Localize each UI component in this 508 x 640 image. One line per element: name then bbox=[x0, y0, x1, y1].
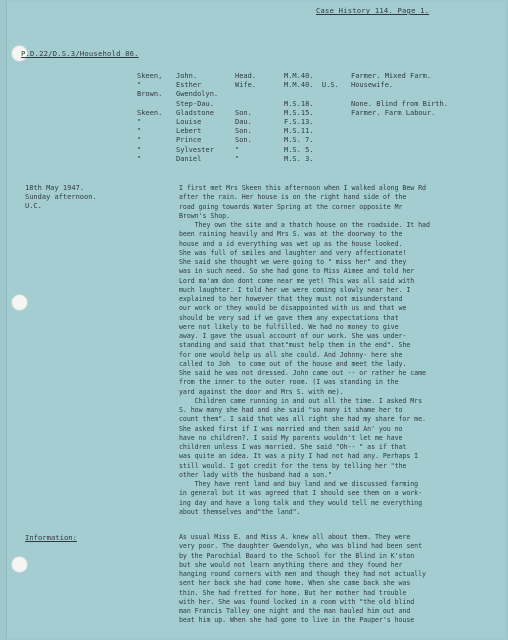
household-cell bbox=[351, 146, 451, 155]
household-reference: P.D.22/D.S.3/Household 86. bbox=[21, 49, 139, 58]
text-line: in general but it was agreed that I should see them on a work- bbox=[179, 489, 423, 498]
text-line: Lord ma'am don dont come near me yet! This was all said with bbox=[179, 276, 415, 285]
household-cell: M.M.40. bbox=[284, 72, 314, 80]
household-row bbox=[137, 72, 451, 81]
text-line: standing and said that that"must help them in the end". She bbox=[179, 341, 411, 350]
text-line: Children came running in and out all the time. I asked Mrs bbox=[179, 396, 423, 405]
text-line: was quite an idea. It was a pity I had not had any. Perhaps I bbox=[179, 452, 419, 461]
household-cell: M.S.18. bbox=[284, 99, 314, 108]
household-row bbox=[137, 81, 451, 90]
household-cell: " bbox=[137, 154, 142, 163]
household-cell: Son. bbox=[235, 108, 252, 117]
text-line: hanging round corners with men and though they had not actually bbox=[179, 570, 426, 578]
household-row bbox=[137, 109, 451, 118]
text-line: very poor. The daughter Gwendolyn, who was blind had been sent bbox=[179, 542, 423, 551]
household-cell: Dau. bbox=[235, 118, 252, 127]
household-row bbox=[137, 136, 451, 145]
text-line: I first met Mrs Skeen this afternoon when I walked along Bew Rd bbox=[179, 184, 426, 192]
text-line: explained to her however that they must not misunderstand bbox=[179, 295, 403, 303]
entry-narrative bbox=[179, 184, 497, 517]
household-cell: M.S. 3. bbox=[284, 154, 314, 163]
text-line: S. how many she had and she said "so many it shame her to bbox=[179, 406, 403, 414]
household-cell: None. Blind from Birth. bbox=[351, 99, 448, 108]
household-table bbox=[137, 72, 451, 164]
text-line: She asked first if I was married and then said An' you no bbox=[179, 424, 403, 433]
household-cell: Gladstone bbox=[176, 108, 214, 117]
household-cell: F.S.13. bbox=[284, 118, 314, 127]
household-cell: " bbox=[235, 154, 240, 163]
household-cell: Lebert bbox=[176, 127, 202, 136]
household-cell: Son. bbox=[235, 136, 252, 145]
household-row bbox=[137, 90, 451, 99]
punch-hole bbox=[11, 294, 28, 311]
household-cell: John. bbox=[176, 72, 198, 80]
household-cell: Esther bbox=[176, 81, 202, 90]
household-cell: M.S.15. bbox=[284, 108, 314, 117]
household-cell: Farmer. Mixed Farm. bbox=[351, 72, 432, 80]
household-cell bbox=[235, 90, 284, 99]
entry-date bbox=[25, 184, 97, 212]
text-line: thin. She had fretted for home. But her mother had trouble bbox=[179, 588, 407, 597]
information-text bbox=[179, 533, 497, 626]
household-cell: Brown. bbox=[137, 90, 163, 99]
text-line: She said she thought we were going to " miss her" and they bbox=[179, 258, 407, 266]
household-cell: M.S.11. bbox=[284, 127, 314, 136]
text-line: but she would not learn anything there and they found her bbox=[179, 560, 403, 569]
text-line: have no children?. I said My parents wouldn't let me have bbox=[179, 433, 403, 442]
household-cell: " bbox=[137, 81, 142, 90]
household-cell: Skeen, bbox=[137, 72, 163, 80]
text-line: Brown's Shop. bbox=[179, 211, 230, 220]
household-cell: Skeen. bbox=[137, 108, 163, 117]
household-cell bbox=[351, 155, 451, 164]
household-cell: M.M.40. U.S. bbox=[284, 81, 339, 90]
text-line: our work or they would be disappointed with us and that we bbox=[179, 304, 407, 313]
household-cell: Wife. bbox=[235, 81, 257, 90]
text-line: after the rain. Her house is on the right hand side of the bbox=[179, 193, 407, 202]
text-line: Sunday afternoon. bbox=[25, 193, 97, 202]
household-cell: Sylvester bbox=[176, 145, 214, 154]
household-row bbox=[137, 118, 451, 127]
text-line: about themselves and"the land". bbox=[179, 507, 301, 516]
text-line: She was full of smiles and laughter and very affectionate! bbox=[179, 248, 407, 257]
text-line: sent her back she had come home. When she came back she was bbox=[179, 579, 411, 588]
text-line: much laughter. I told her we were coming slowly near her. I bbox=[179, 285, 411, 294]
household-cell bbox=[235, 100, 284, 109]
text-line: by the Parochial Board to the School for the Blind in K'ston bbox=[179, 551, 415, 560]
household-cell: " bbox=[137, 136, 142, 145]
text-line: count them". I said that was all right she had my share for me. bbox=[179, 415, 426, 424]
household-cell: Head. bbox=[235, 72, 257, 80]
text-line: beat him up. When she had gone to live in the Pauper's house bbox=[179, 616, 415, 625]
text-line: man Francis Talley one night and the man hauled him out and bbox=[179, 607, 411, 615]
text-line: They own the site and a thatch house on the roadside. It had bbox=[179, 221, 430, 229]
text-line: children unless I was married. She said "Oh-- " as if that bbox=[179, 443, 407, 451]
document-page bbox=[6, 2, 505, 638]
text-line: house and a id everything was wet up as the house looked. bbox=[179, 239, 403, 248]
household-cell bbox=[351, 118, 451, 127]
household-row bbox=[137, 146, 451, 155]
household-cell bbox=[137, 100, 176, 109]
text-line: for one would help us all she could. And Johnny- here she bbox=[179, 350, 403, 359]
household-cell: Son. bbox=[235, 127, 252, 136]
household-cell: " bbox=[235, 145, 240, 154]
household-cell: Farmer. Farm Labour. bbox=[351, 108, 436, 117]
household-cell: M.S. 7. bbox=[284, 136, 314, 145]
household-cell: Gwendolyn. bbox=[176, 90, 219, 99]
household-cell: Housewife. bbox=[351, 81, 394, 90]
household-cell bbox=[351, 90, 451, 99]
text-line: She said he was not dressed. John came out -- or rather he came bbox=[179, 369, 426, 377]
text-line: from the inner to the outer room. (I was standing in the bbox=[179, 378, 399, 387]
household-cell: M.S. 5. bbox=[284, 145, 314, 154]
text-line: was in such need. So she had gone to Miss Aimee and told her bbox=[179, 267, 415, 276]
text-line: As usual Miss E. and Miss A. knew all about them. They were bbox=[179, 533, 411, 541]
household-cell: " bbox=[137, 118, 142, 127]
household-cell: Daniel bbox=[176, 154, 202, 163]
text-line: 18th May 1947. bbox=[25, 184, 85, 192]
household-cell: " bbox=[137, 145, 142, 154]
case-title: Case History 114. Page 1. bbox=[316, 6, 430, 15]
text-line: They have rent land and buy land and we discussed farming bbox=[179, 480, 419, 488]
information-label: Information: bbox=[25, 533, 77, 542]
punch-hole bbox=[11, 556, 28, 573]
household-cell: " bbox=[137, 127, 142, 136]
household-cell bbox=[351, 136, 451, 145]
text-line: should be very sad if we gave them any expectations that bbox=[179, 313, 399, 322]
text-line: U.C. bbox=[25, 202, 42, 211]
text-line: yard against the door and Mrs S. with me). bbox=[179, 387, 344, 396]
text-line: been raining heavily and Mrs S. was at the doorway to the bbox=[179, 230, 403, 239]
household-cell: Louise bbox=[176, 118, 202, 127]
household-row bbox=[137, 155, 451, 164]
household-row bbox=[137, 127, 451, 136]
household-cell: Step-Dau. bbox=[176, 99, 214, 108]
text-line: with her. She was found locked in a room with "the old blind bbox=[179, 597, 415, 606]
text-line: still would. I got credit for the tens by telling her "the bbox=[179, 461, 407, 470]
household-cell bbox=[351, 127, 451, 136]
text-line: called to Joh to come out of the house and meet the lady. bbox=[179, 359, 407, 368]
text-line: other lady with the husband had a son." bbox=[179, 470, 332, 479]
text-line: away. I gave the usual account of our work. She was under- bbox=[179, 332, 407, 340]
household-row bbox=[137, 100, 451, 109]
text-line: road going towards Water Spring at the corner opposite Mr bbox=[179, 202, 403, 211]
household-cell bbox=[284, 90, 351, 99]
household-cell: Prince bbox=[176, 136, 202, 145]
text-line: ing day and have a long talk and they would tell me everything bbox=[179, 498, 423, 507]
text-line: were not likely to be fulfilled. We had no money to give bbox=[179, 322, 399, 331]
